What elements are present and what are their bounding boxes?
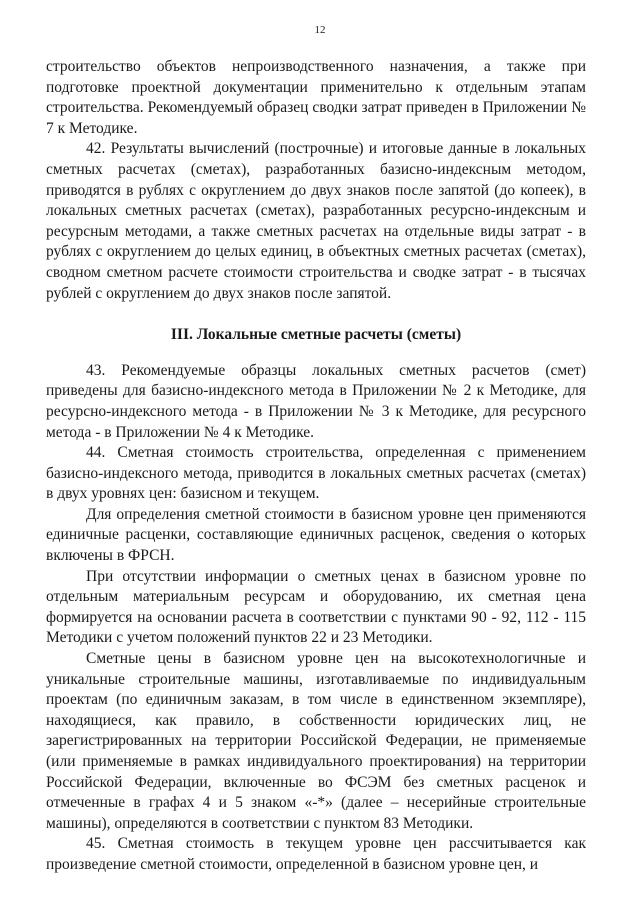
paragraph-43: 43. Рекомендуемые образцы локальных сметных расчетов (смет) приведены для базисно-индексного метода в Приложении № 2 к Методике, для ресурсно-индексного метода - в Приложении № 3 к Методике, для ресурсного метода - в Приложении № 4 к Методике. bbox=[46, 361, 586, 441]
document-body bbox=[46, 57, 586, 876]
paragraph-unique-machines: Сметные цены в базисном уровне цен на высокотехнологичные и уникальные строительные машины, изготавливаемые по индивидуальным проектам (по единичным заказам, в том числе в единственном экземпляре), находящиеся, как правило, в собственности юридических лиц, не зарегистрированных на территории Российской Федерации, не применяемые (или применяемые в рамках индивидуального проектирования) на территории Российской Федерации, включенные во ФСЭМ без сметных расценок и отмеченные в графах 4 и 5 знаком «-*» (далее – несерийные строительные машины), определяются в соответствии с пунктом 83 Методики. bbox=[46, 650, 586, 832]
section-heading: III. Локальные сметные расчеты (сметы) bbox=[170, 326, 462, 344]
page-number: 12 bbox=[314, 24, 326, 36]
paragraph-missing-prices: При отсутствии информации о сметных ценах в базисном уровне по отдельным материальным ресурсам и оборудованию, их сметная цена формируется на основании расчета в соответствии с пунктами 90 - 92, 112 - 115 Методики с учетом положений пунктов 22 и 23 Методики. bbox=[46, 567, 586, 647]
paragraph-45: 45. Сметная стоимость в текущем уровне цен рассчитывается как произведение сметной стоимости, определенной в базисном уровне цен, и bbox=[46, 835, 586, 873]
paragraph-42: 42. Результаты вычислений (построчные) и итоговые данные в локальных сметных расчетах (сметах), разработанных базисно-индексным методом, приводятся в рублях с округлением до двух знаков после запятой (до копеек), в локальных сметных расчетах (сметах), разработанных ресурсно-индексным и ресурсным методами, а также сметных расчетах на отдельные виды затрат - в рублях с округлением до целых единиц, в объектных сметных расчетах (сметах), сводном сметном расчете стоимости строительства и сводке затрат - в тысячах рублей с округлением до двух знаков после запятой. bbox=[46, 140, 586, 302]
paragraph-continuation: строительство объектов непроизводственного назначения, а также при подготовке проектной документации применительно к отдельным этапам строительства. Рекомендуемый образец сводки затрат приведен в Приложении № 7 к Методике. bbox=[46, 58, 586, 137]
paragraph-44: 44. Сметная стоимость строительства, определенная с применением базисно-индексного метода, приводится в локальных сметных расчетах (сметах) в двух уровнях цен: базисном и текущем. bbox=[46, 444, 586, 503]
paragraph-base-prices: Для определения сметной стоимости в базисном уровне цен применяются единичные расценки, составляющие единичных расценок, сведения о которых включены в ФРСН. bbox=[46, 505, 586, 565]
